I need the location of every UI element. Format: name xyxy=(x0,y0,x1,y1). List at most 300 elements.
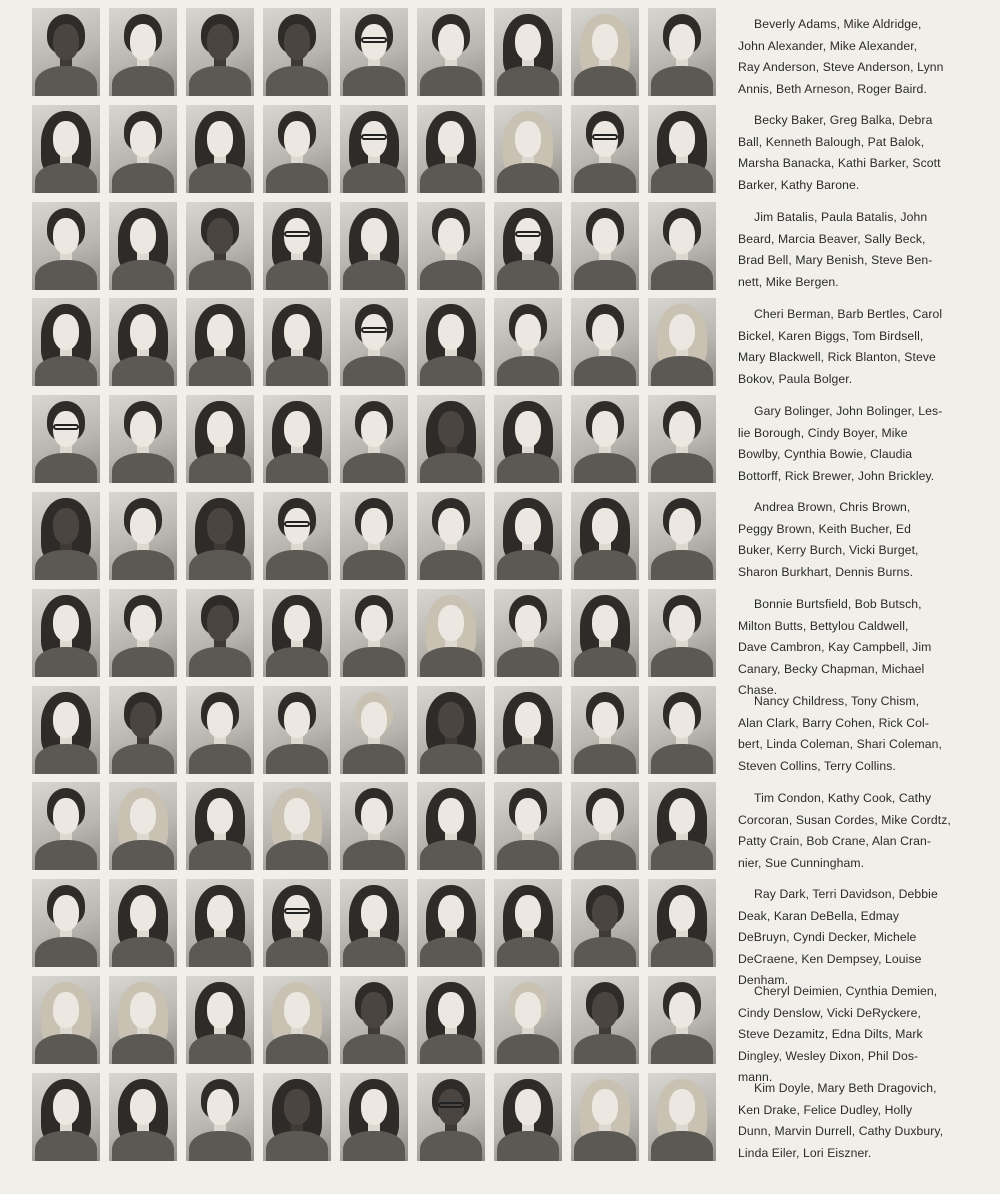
portrait-torso xyxy=(112,1131,174,1161)
portrait-face xyxy=(592,798,618,834)
student-portrait xyxy=(109,1073,177,1161)
caption-line: Bowlby, Cynthia Bowie, Claudia xyxy=(738,447,913,462)
caption-line: Denham. xyxy=(738,973,789,988)
portrait-torso xyxy=(420,647,482,677)
caption-block xyxy=(738,691,956,777)
portrait-torso xyxy=(497,1131,559,1161)
portrait-face xyxy=(207,992,233,1028)
portrait-glasses xyxy=(284,231,310,237)
portrait-face xyxy=(669,508,695,544)
portrait-torso xyxy=(420,66,482,96)
portrait-face xyxy=(207,1089,233,1125)
caption-line: DeCraene, Ken Dempsey, Louise xyxy=(738,951,922,966)
portrait-face xyxy=(53,798,79,834)
caption-block xyxy=(738,401,956,487)
caption-line: Jim Batalis, Paula Batalis, John xyxy=(754,210,928,224)
portrait-face xyxy=(284,411,310,447)
student-portrait xyxy=(494,202,562,290)
portrait-face xyxy=(669,702,695,738)
portrait-glasses xyxy=(438,1102,464,1108)
portrait-face xyxy=(515,508,541,544)
portrait-torso xyxy=(651,66,713,96)
caption-line: nier, Sue Cunningham. xyxy=(738,855,865,870)
caption-line: Bottorff, Rick Brewer, John Brickley. xyxy=(738,468,935,483)
portrait-torso xyxy=(266,453,328,483)
portrait-face xyxy=(438,702,464,738)
portrait-torso xyxy=(651,937,713,967)
caption-line: lie Borough, Cindy Boyer, Mike xyxy=(738,425,908,440)
portrait-face xyxy=(669,218,695,254)
portrait-face xyxy=(669,314,695,350)
portrait-face xyxy=(130,24,156,60)
student-portrait xyxy=(417,782,485,870)
portrait-torso xyxy=(651,647,713,677)
portrait-torso xyxy=(497,66,559,96)
portrait-torso xyxy=(35,453,97,483)
caption-line: Ray Anderson, Steve Anderson, Lynn xyxy=(738,60,944,75)
student-portrait xyxy=(417,105,485,193)
student-portrait xyxy=(109,879,177,967)
portrait-torso xyxy=(420,1034,482,1064)
caption-line: Ray Dark, Terri Davidson, Debbie xyxy=(754,887,938,901)
student-portrait xyxy=(32,879,100,967)
portrait-glasses xyxy=(361,37,387,43)
student-portrait xyxy=(571,589,639,677)
portrait-face xyxy=(207,702,233,738)
caption-line: Kim Doyle, Mary Beth Dragovich, xyxy=(754,1081,937,1095)
portrait-face xyxy=(669,411,695,447)
portrait-face xyxy=(130,411,156,447)
portrait-torso xyxy=(189,1034,251,1064)
student-portrait xyxy=(32,202,100,290)
portrait-torso xyxy=(651,840,713,870)
student-portrait xyxy=(417,202,485,290)
portrait-torso xyxy=(420,356,482,386)
portrait-torso xyxy=(112,453,174,483)
caption-line: DeBruyn, Cyndi Decker, Michele xyxy=(738,930,917,945)
portrait-torso xyxy=(420,163,482,193)
student-portrait xyxy=(417,589,485,677)
student-portrait xyxy=(571,202,639,290)
portrait-face xyxy=(438,411,464,447)
portrait-face xyxy=(592,1089,618,1125)
portrait-face xyxy=(130,121,156,157)
student-portrait xyxy=(263,8,331,96)
caption-line: Annis, Beth Arneson, Roger Baird. xyxy=(738,81,927,96)
student-portrait xyxy=(648,1073,716,1161)
student-portrait xyxy=(340,589,408,677)
portrait-face xyxy=(592,992,618,1028)
student-portrait xyxy=(340,492,408,580)
caption-block xyxy=(738,1078,956,1164)
student-portrait xyxy=(340,8,408,96)
student-portrait xyxy=(571,1073,639,1161)
student-portrait xyxy=(340,105,408,193)
portrait-torso xyxy=(420,840,482,870)
portrait-torso xyxy=(343,1034,405,1064)
portrait-torso xyxy=(651,744,713,774)
portrait-torso xyxy=(574,163,636,193)
portrait-face xyxy=(438,508,464,544)
student-portrait xyxy=(494,298,562,386)
student-portrait xyxy=(109,492,177,580)
caption-line: Barker, Kathy Barone. xyxy=(738,177,860,192)
student-portrait xyxy=(494,879,562,967)
portrait-face xyxy=(592,702,618,738)
portrait-face xyxy=(207,121,233,157)
portrait-torso xyxy=(189,647,251,677)
portrait-face xyxy=(207,411,233,447)
portrait-torso xyxy=(574,937,636,967)
portrait-torso xyxy=(112,840,174,870)
portrait-face xyxy=(515,895,541,931)
student-portrait xyxy=(340,298,408,386)
portrait-face xyxy=(53,992,79,1028)
portrait-face xyxy=(592,411,618,447)
student-portrait xyxy=(340,395,408,483)
portrait-glasses xyxy=(53,424,79,430)
caption-block xyxy=(738,594,956,702)
caption-block xyxy=(738,207,956,293)
student-portrait xyxy=(494,589,562,677)
portrait-glasses xyxy=(515,231,541,237)
student-portrait xyxy=(263,105,331,193)
portrait-torso xyxy=(343,1131,405,1161)
portrait-torso xyxy=(343,744,405,774)
caption-line: Steven Collins, Terry Collins. xyxy=(738,758,896,773)
portrait-torso xyxy=(35,550,97,580)
student-portrait xyxy=(571,492,639,580)
caption-line: Bokov, Paula Bolger. xyxy=(738,371,853,386)
portrait-face xyxy=(361,1089,387,1125)
student-portrait xyxy=(417,686,485,774)
portrait-torso xyxy=(189,1131,251,1161)
portrait-face xyxy=(284,605,310,641)
caption-line: Brad Bell, Mary Benish, Steve Ben- xyxy=(738,253,933,268)
student-portrait xyxy=(263,782,331,870)
portrait-face xyxy=(207,218,233,254)
portrait-face xyxy=(515,314,541,350)
student-portrait xyxy=(186,202,254,290)
portrait-face xyxy=(592,508,618,544)
caption-line: Nancy Childress, Tony Chism, xyxy=(754,694,920,708)
portrait-face xyxy=(53,508,79,544)
portrait-face xyxy=(53,702,79,738)
portrait-torso xyxy=(266,937,328,967)
portrait-torso xyxy=(420,744,482,774)
portrait-torso xyxy=(189,453,251,483)
student-portrait xyxy=(109,298,177,386)
student-portrait xyxy=(648,686,716,774)
student-portrait xyxy=(340,686,408,774)
portrait-torso xyxy=(112,937,174,967)
portrait-torso xyxy=(189,356,251,386)
portrait-torso xyxy=(266,356,328,386)
portrait-face xyxy=(592,895,618,931)
portrait-face xyxy=(438,992,464,1028)
caption-line: Cheryl Deimien, Cynthia Demien, xyxy=(754,984,938,998)
portrait-torso xyxy=(497,1034,559,1064)
caption-line: Ball, Kenneth Balough, Pat Balok, xyxy=(738,134,925,149)
portrait-face xyxy=(130,992,156,1028)
portrait-torso xyxy=(266,550,328,580)
student-portrait xyxy=(109,202,177,290)
portrait-face xyxy=(438,218,464,254)
portrait-torso xyxy=(112,356,174,386)
portrait-torso xyxy=(343,66,405,96)
portrait-torso xyxy=(420,550,482,580)
caption-line: Patty Crain, Bob Crane, Alan Cran- xyxy=(738,834,932,849)
portrait-torso xyxy=(574,356,636,386)
student-portrait xyxy=(494,8,562,96)
student-portrait xyxy=(32,298,100,386)
student-portrait xyxy=(186,782,254,870)
student-portrait xyxy=(494,395,562,483)
portrait-torso xyxy=(574,550,636,580)
portrait-torso xyxy=(574,647,636,677)
caption-block xyxy=(738,14,956,100)
caption-line: Canary, Becky Chapman, Michael xyxy=(738,661,925,676)
portrait-face xyxy=(669,24,695,60)
portrait-face xyxy=(284,798,310,834)
portrait-torso xyxy=(651,260,713,290)
portrait-glasses xyxy=(361,327,387,333)
caption-line: Marsha Banacka, Kathi Barker, Scott xyxy=(738,156,941,171)
student-portrait xyxy=(263,686,331,774)
portrait-torso xyxy=(343,453,405,483)
portrait-torso xyxy=(497,453,559,483)
caption-block xyxy=(738,884,956,992)
portrait-torso xyxy=(189,744,251,774)
student-portrait xyxy=(571,976,639,1064)
student-portrait xyxy=(571,298,639,386)
portrait-torso xyxy=(112,744,174,774)
student-portrait xyxy=(263,395,331,483)
student-portrait xyxy=(186,976,254,1064)
student-portrait xyxy=(494,1073,562,1161)
student-portrait xyxy=(109,105,177,193)
student-portrait xyxy=(571,686,639,774)
portrait-glasses xyxy=(592,134,618,140)
portrait-torso xyxy=(420,453,482,483)
student-portrait xyxy=(32,686,100,774)
portrait-torso xyxy=(420,1131,482,1161)
student-portrait xyxy=(32,105,100,193)
portrait-torso xyxy=(343,550,405,580)
student-portrait xyxy=(648,589,716,677)
portrait-face xyxy=(361,605,387,641)
portrait-face xyxy=(53,314,79,350)
portrait-torso xyxy=(497,744,559,774)
portrait-face xyxy=(515,605,541,641)
portrait-torso xyxy=(35,1131,97,1161)
student-portrait xyxy=(340,1073,408,1161)
portrait-torso xyxy=(112,1034,174,1064)
portrait-torso xyxy=(35,1034,97,1064)
student-portrait xyxy=(417,492,485,580)
student-portrait xyxy=(186,1073,254,1161)
portrait-face xyxy=(130,798,156,834)
portrait-face xyxy=(515,1089,541,1125)
portrait-face xyxy=(207,798,233,834)
portrait-torso xyxy=(420,937,482,967)
portrait-face xyxy=(361,218,387,254)
portrait-torso xyxy=(574,260,636,290)
caption-line: Cheri Berman, Barb Bertles, Carol xyxy=(754,307,943,321)
student-portrait xyxy=(494,782,562,870)
portrait-torso xyxy=(35,66,97,96)
student-portrait xyxy=(494,492,562,580)
student-portrait xyxy=(648,879,716,967)
portrait-torso xyxy=(497,840,559,870)
portrait-face xyxy=(592,218,618,254)
student-portrait xyxy=(263,589,331,677)
portrait-torso xyxy=(189,260,251,290)
portrait-torso xyxy=(35,937,97,967)
caption-line: Beard, Marcia Beaver, Sally Beck, xyxy=(738,231,926,246)
caption-line: Linda Eiler, Lori Eiszner. xyxy=(738,1145,872,1160)
student-portrait xyxy=(494,105,562,193)
portrait-torso xyxy=(35,356,97,386)
portrait-torso xyxy=(112,163,174,193)
student-portrait xyxy=(571,395,639,483)
student-portrait xyxy=(263,202,331,290)
student-portrait xyxy=(648,298,716,386)
portrait-torso xyxy=(574,840,636,870)
student-portrait xyxy=(648,105,716,193)
student-portrait xyxy=(648,492,716,580)
caption-line: Chase. xyxy=(738,683,778,698)
portrait-face xyxy=(130,218,156,254)
portrait-torso xyxy=(651,163,713,193)
portrait-face xyxy=(515,24,541,60)
caption-line: Alan Clark, Barry Cohen, Rick Col- xyxy=(738,715,930,730)
student-portrait xyxy=(340,879,408,967)
portrait-face xyxy=(284,314,310,350)
portrait-face xyxy=(515,411,541,447)
student-portrait xyxy=(571,105,639,193)
portrait-face xyxy=(669,992,695,1028)
portrait-face xyxy=(53,218,79,254)
portrait-torso xyxy=(497,260,559,290)
caption-line: nett, Mike Bergen. xyxy=(738,274,839,289)
portrait-face xyxy=(592,24,618,60)
portrait-torso xyxy=(343,356,405,386)
portrait-face xyxy=(207,24,233,60)
caption-line: Dingley, Wesley Dixon, Phil Dos- xyxy=(738,1048,919,1063)
student-portrait xyxy=(340,976,408,1064)
student-portrait xyxy=(32,589,100,677)
portrait-face xyxy=(361,702,387,738)
portrait-face xyxy=(361,895,387,931)
portrait-torso xyxy=(343,260,405,290)
student-portrait xyxy=(186,105,254,193)
caption-line: Bonnie Burtsfield, Bob Butsch, xyxy=(754,597,922,611)
caption-line: Dunn, Marvin Durrell, Cathy Duxbury, xyxy=(738,1124,944,1139)
portrait-torso xyxy=(266,744,328,774)
portrait-face xyxy=(284,992,310,1028)
portrait-face xyxy=(207,314,233,350)
portrait-torso xyxy=(112,260,174,290)
portrait-torso xyxy=(497,356,559,386)
portrait-torso xyxy=(574,1131,636,1161)
portrait-face xyxy=(669,895,695,931)
portrait-face xyxy=(284,121,310,157)
caption-line: Gary Bolinger, John Bolinger, Les- xyxy=(754,404,943,418)
student-portrait xyxy=(417,1073,485,1161)
student-portrait xyxy=(263,879,331,967)
portrait-face xyxy=(438,605,464,641)
student-portrait xyxy=(263,492,331,580)
portrait-glasses xyxy=(284,908,310,914)
portrait-face xyxy=(438,895,464,931)
portrait-torso xyxy=(266,260,328,290)
portrait-torso xyxy=(266,840,328,870)
student-portrait xyxy=(32,395,100,483)
portrait-face xyxy=(130,605,156,641)
caption-line: Tim Condon, Kathy Cook, Cathy xyxy=(754,791,932,805)
portrait-torso xyxy=(112,66,174,96)
portrait-torso xyxy=(574,1034,636,1064)
portrait-face xyxy=(438,24,464,60)
caption-line: Sharon Burkhart, Dennis Burns. xyxy=(738,564,914,579)
student-portrait xyxy=(32,1073,100,1161)
portrait-face xyxy=(130,895,156,931)
portrait-face xyxy=(284,702,310,738)
caption-line: Beverly Adams, Mike Aldridge, xyxy=(754,17,922,31)
caption-line: Ken Drake, Felice Dudley, Holly xyxy=(738,1102,913,1117)
caption-line: Corcoran, Susan Cordes, Mike Cordtz, xyxy=(738,812,951,827)
student-portrait xyxy=(648,976,716,1064)
student-portrait xyxy=(109,589,177,677)
caption-line: Buker, Kerry Burch, Vicki Burget, xyxy=(738,543,919,558)
caption-line: Bickel, Karen Biggs, Tom Birdsell, xyxy=(738,328,924,343)
portrait-torso xyxy=(651,453,713,483)
portrait-face xyxy=(515,121,541,157)
student-portrait xyxy=(186,298,254,386)
student-portrait xyxy=(32,492,100,580)
portrait-torso xyxy=(266,1131,328,1161)
portrait-torso xyxy=(189,840,251,870)
caption-line: Mary Blackwell, Rick Blanton, Steve xyxy=(738,350,936,365)
portrait-torso xyxy=(266,66,328,96)
portrait-face xyxy=(130,1089,156,1125)
caption-block xyxy=(738,788,956,874)
student-portrait xyxy=(494,686,562,774)
portrait-torso xyxy=(651,550,713,580)
student-portrait xyxy=(263,298,331,386)
portrait-face xyxy=(284,1089,310,1125)
student-portrait xyxy=(186,492,254,580)
portrait-torso xyxy=(651,1131,713,1161)
student-portrait xyxy=(186,589,254,677)
portrait-face xyxy=(515,992,541,1028)
portrait-face xyxy=(361,508,387,544)
caption-block xyxy=(738,497,956,583)
student-portrait xyxy=(32,8,100,96)
portrait-face xyxy=(53,1089,79,1125)
caption-line: mann. xyxy=(738,1070,773,1085)
portrait-torso xyxy=(651,356,713,386)
student-portrait xyxy=(417,879,485,967)
portrait-glasses xyxy=(361,134,387,140)
student-portrait xyxy=(109,782,177,870)
portrait-torso xyxy=(35,163,97,193)
caption-block xyxy=(738,304,956,390)
portrait-torso xyxy=(497,647,559,677)
student-portrait xyxy=(340,202,408,290)
student-portrait xyxy=(571,782,639,870)
